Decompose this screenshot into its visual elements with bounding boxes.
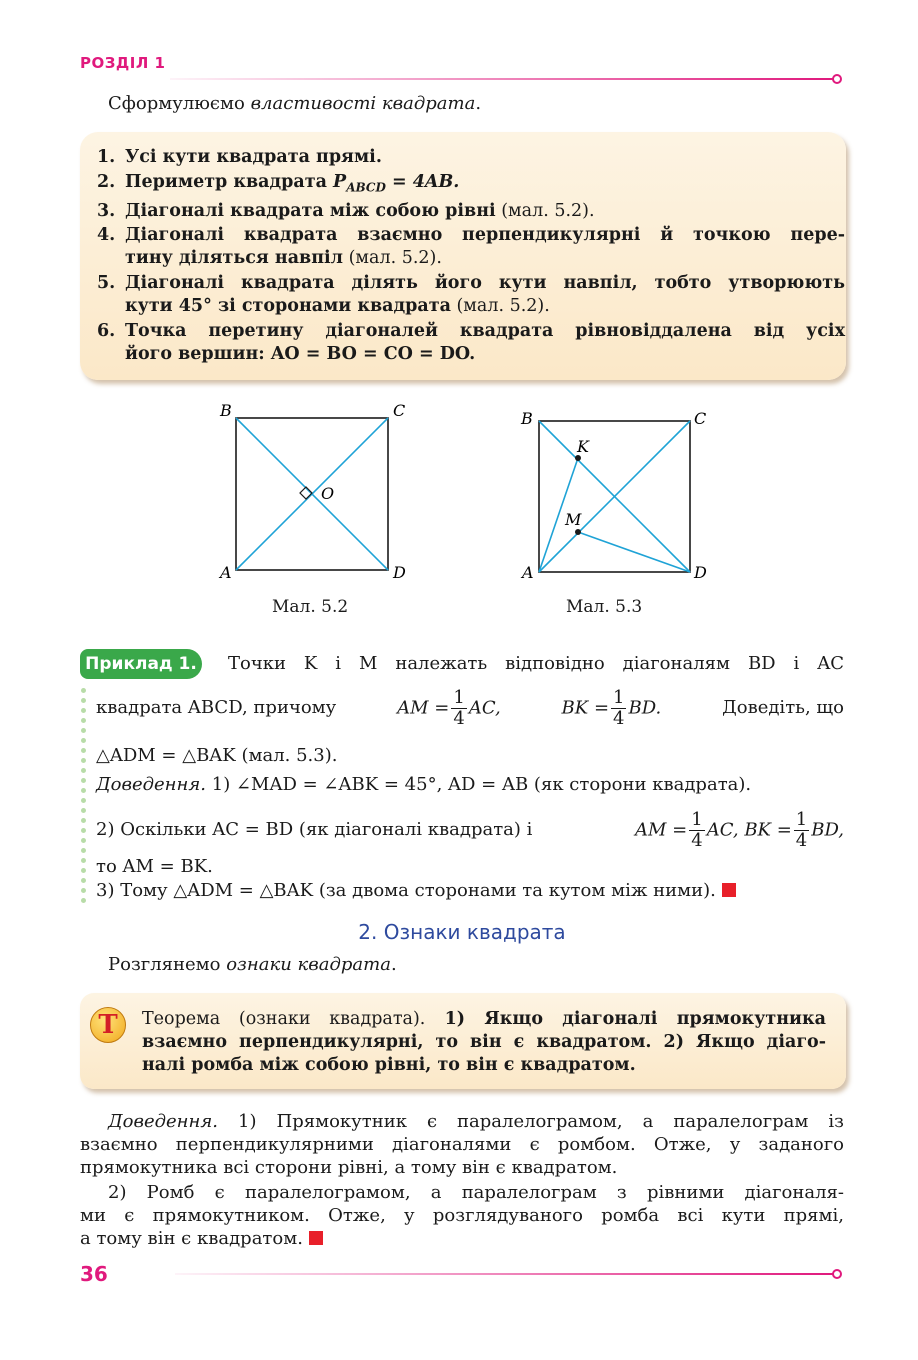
example-proof-2b: то AM = BK. — [96, 856, 213, 877]
label-a: A — [220, 563, 232, 582]
label-a: A — [522, 563, 534, 582]
end-of-proof-icon — [309, 1231, 323, 1245]
proof-line-4: 2) Ромб є паралелограмом, а паралелограм з рівними діагоналя- — [108, 1182, 844, 1203]
footer-rule — [175, 1273, 833, 1275]
proof-line-6: а тому він є квадратом. — [80, 1227, 323, 1251]
properties-box: 1. Усі кути квадрата прямі. 2. Периметр квадрата $P_{ABCD} = 4AB$. 3. Діагоналі квадрата між собою рівні (мал. 5.2). 4. Діагоналі квадрата взаємно перпендикулярні й точкою пере- тину діляться навпіл (мал. 5.2). 5. Діагоналі квадрата ділять його кути навпіл, тобто утворюють кути 45° зі сторонами квадрата (мал. 5.2). 6. Точка перетину діагоналей квадрата рівновіддалена від усіх його вершин: AO = BO = CO = DO. — [80, 132, 846, 380]
theorem-box — [80, 993, 846, 1089]
proof-line-1: Доведення. 1) Прямокутник є паралелограмом, а паралелограм із — [108, 1111, 844, 1132]
label-d: D — [694, 563, 707, 582]
label-b: B — [521, 409, 533, 428]
label-d: D — [393, 563, 406, 582]
label-o: O — [321, 484, 335, 503]
header-rule-end — [832, 74, 842, 84]
theorem-line-1: Теорема (ознаки квадрата). 1) Якщо діагоналі прямокутника — [142, 1009, 827, 1029]
proof-line-2: взаємно перпендикулярними діагоналями є ромбом. Отже, у заданого — [80, 1134, 844, 1155]
intro-text: Сформулюємо властивості квадрата. — [108, 93, 482, 114]
example-badge: Приклад 1. — [80, 649, 202, 679]
example-line-1: Точки K і M належать відповідно діагоналям BD і AC — [228, 653, 844, 674]
header-rule — [170, 78, 833, 80]
label-k: K — [577, 437, 589, 456]
theorem-line-3: налі ромба між собою рівні, то він є квадратом. — [142, 1055, 636, 1075]
end-of-proof-icon — [722, 883, 736, 897]
section-heading: 2. Ознаки квадрата — [358, 920, 566, 944]
footer-rule-end — [832, 1269, 842, 1279]
label-m: M — [565, 510, 582, 529]
proof-line-5: ми є прямокутником. Отже, у розглядуваного ромба всі кути прямі, — [80, 1205, 844, 1226]
theorem-line-2: взаємно перпендикулярні, то він є квадратом. 2) Якщо діаго- — [142, 1032, 826, 1052]
label-c: C — [694, 409, 707, 428]
figure-5-2 — [210, 400, 420, 590]
caption-5-3: Мал. 5.3 — [566, 597, 643, 617]
figure-5-3 — [514, 400, 724, 590]
section2-intro: Розглянемо ознаки квадрата. — [108, 954, 397, 975]
proof-line-3: прямокутника всі сторони рівні, а тому він є квадратом. — [80, 1157, 618, 1178]
caption-5-2: Мал. 5.2 — [272, 597, 349, 617]
example-line-3: △ADM = △BAK (мал. 5.3). — [96, 745, 338, 766]
segment-md — [578, 532, 690, 572]
example-line-2: квадрата ABCD, причому AM = $\frac{1}{4}$ AC, BK = $\frac{1}{4}$ BD. Доведіть, що — [96, 686, 844, 729]
label-b: B — [220, 401, 232, 420]
point-m — [575, 529, 581, 535]
example-proof-1: Доведення. 1) ∠MAD = ∠ABK = 45°, AD = AB (як сторони квадрата). — [96, 774, 752, 795]
theorem-icon: Т — [90, 1007, 126, 1043]
label-c: C — [393, 401, 406, 420]
page-number: 36 — [80, 1262, 108, 1286]
section-label: РОЗДІЛ 1 — [80, 54, 166, 72]
example-proof-3: 3) Тому △ADM = △BAK (за двома сторонами та кутом між ними). — [96, 879, 736, 903]
example-proof-2: 2) Оскільки AC = BD (як діагоналі квадрата) і AM = $\frac{1}{4}$ AC, BK = $\frac{1}{4}$ BD, — [96, 808, 844, 851]
